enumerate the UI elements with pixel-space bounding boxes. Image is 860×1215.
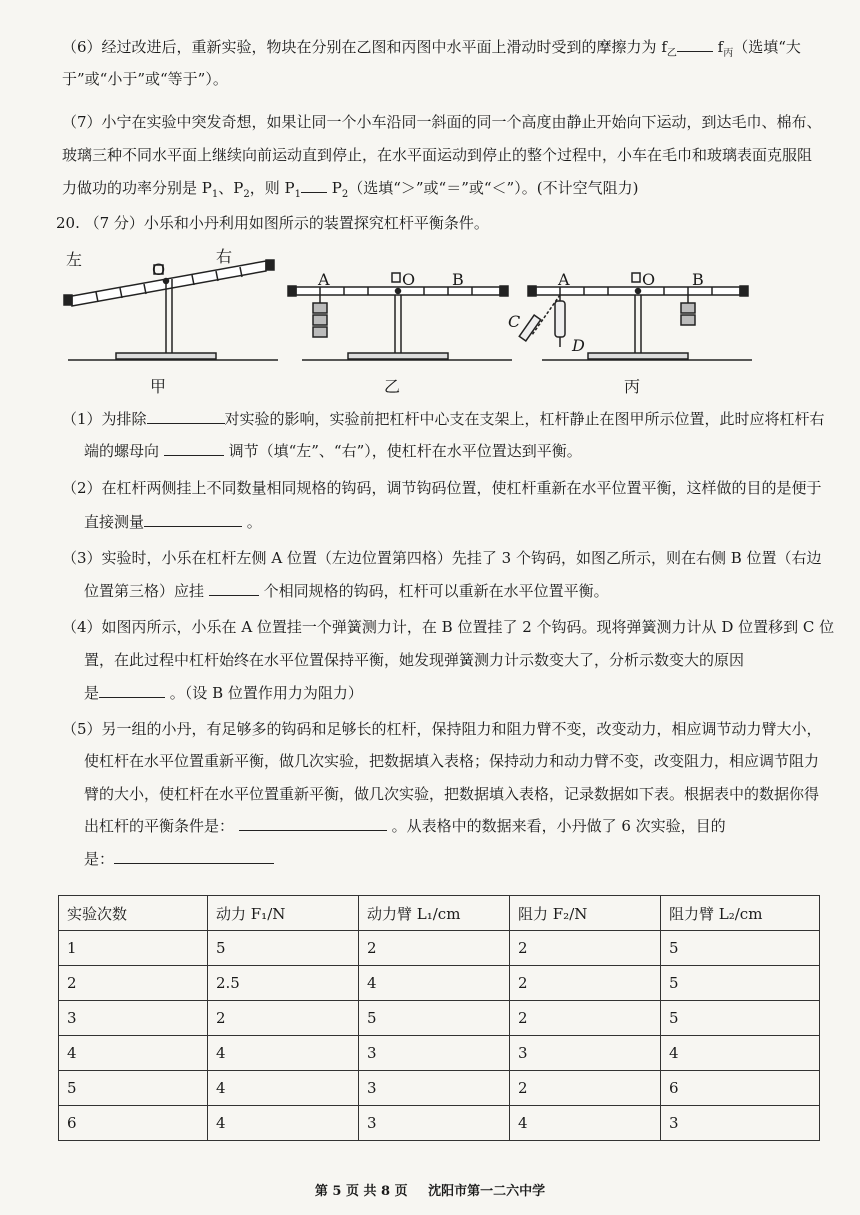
cell: 6 [661,1071,820,1106]
q7-text-3c: ，则 P [249,179,295,197]
p5-line-3 [84,783,822,805]
q7-text-2: 玻璃三种不同水平面上继续向前运动直到停止，在水平面运动到停止的整个过程中，小车在毛巾和玻璃表面克服阻 [62,146,813,164]
nut-left [64,295,72,305]
q20-title [56,212,822,234]
p2-line-2 [84,511,822,533]
p4-blank[interactable] [99,683,165,698]
hook-weight-1 [313,303,327,313]
q7-line-2 [62,144,822,166]
p4-line-1 [62,616,835,638]
table-header-row [59,896,820,931]
p4-text-c: 是 [84,684,100,702]
p4-text-d: 。（设 B 位置作用力为阻力） [169,684,363,702]
p4-text-a: （4）如图丙所示，小乐在 A 位置挂一个弹簧测力计，在 B 位置挂了 2 个钩码。现将弹簧测力计从 D 位置移到 C 位 [62,618,835,636]
cell: 2 [510,1001,661,1036]
cell: 5 [661,1001,820,1036]
q7-text-3a: 力做功的功率分别是 P [62,179,212,197]
cell: 2 [208,1001,359,1036]
p5-text-e: 。从表格中的数据来看，小丹做了 6 次实验，目的 [391,817,726,835]
school-name: 沈阳市第一二六中学 [428,1184,546,1199]
q7-text-3e: （选填“＞”或“＝”或“＜”）。(不计空气阻力) [348,179,639,197]
p2-blank[interactable] [144,512,242,527]
q6-blank[interactable] [677,37,713,52]
q7-blank[interactable] [301,178,327,193]
p5-text-b: 使杠杆在水平位置重新平衡，做几次实验，把数据填入表格；保持动力和动力臂不变，改变阻力，相应调节阻力 [84,752,820,770]
cell: 3 [359,1071,510,1106]
cell: 2 [510,931,661,966]
header-trial: 实验次数 [59,896,208,931]
p2-text-a: （2）在杠杆两侧挂上不同数量相同规格的钩码，调节钩码位置，使杠杆重新在水平位置平衡，这样做的目的是便于 [62,479,822,497]
caption-jia: 甲 [150,377,167,396]
cell: 3 [510,1036,661,1071]
cell: 5 [208,931,359,966]
q6-text-b: （选填“大 [733,38,801,56]
cell: 1 [59,931,208,966]
q7-text-3d: P [326,179,342,197]
label-b-bing: B [692,270,704,289]
p5-text-a: （5）另一组的小丹，有足够多的钩码和足够长的杠杆，保持阻力和阻力臂不变，改变动力，相应调节动力臂大小， [62,720,822,738]
p2-text-c: 。 [246,513,262,531]
q7-line-1 [62,111,822,133]
cell: 2 [510,1071,661,1106]
tilted-lever [72,261,266,306]
cell: 2 [510,966,661,1001]
label-o-bing: O [642,270,656,289]
q6-sub-bing: 丙 [723,48,734,59]
p3-line-1 [62,547,822,569]
label-right: 右 [216,247,233,266]
p5-line-4 [84,815,822,837]
q6-text: （6）经过改进后，重新实验，物块在分别在乙图和丙图中水平面上滑动时受到的摩擦力为 f [62,38,667,56]
figure-bing [519,273,752,360]
q6-text-2: 于”或“小于”或“等于”）。 [62,70,228,88]
p2-line-1 [62,477,822,499]
p5-blank-1[interactable] [239,816,387,831]
q7-text-1: （7）小宁在实验中突发奇想，如果让同一个小车沿同一斜面的同一个高度由静止开始向下运动，到达毛巾、棉布、 [62,113,822,131]
cell: 4 [208,1106,359,1141]
cell: 4 [359,966,510,1001]
cell: 5 [661,931,820,966]
nut-right [266,260,274,270]
p3-text-c: 个相同规格的钩码，杠杆可以重新在水平位置平衡。 [263,582,609,600]
header-f1: 动力 F₁/N [208,896,359,931]
p1-blank-2[interactable] [164,441,224,456]
p5-text-c: 臂的大小，使杠杆在水平位置重新平衡，做几次实验，把数据填入表格，记录数据如下表。根据表中的数据你得 [84,785,820,803]
p1-text-b: 对实验的影响，实验前把杠杆中心支在支架上，杠杆静止在图甲所示位置，此时应将杠杆右 [224,410,825,428]
header-l2: 阻力臂 L₂/cm [661,896,820,931]
hook-weight-2 [313,315,327,325]
cell: 5 [359,1001,510,1036]
header-l1: 动力臂 L₁/cm [359,896,510,931]
p1-blank-1[interactable] [147,409,225,424]
p1-text-d: 调节（填“左”、“右”），使杠杆在水平位置达到平衡。 [228,442,582,460]
cell: 4 [510,1106,661,1141]
label-o-jia: O [152,260,166,279]
p1-line-1 [62,408,825,430]
p5-blank-2[interactable] [114,849,274,864]
figure-jia [64,260,278,360]
table-row [59,1036,820,1071]
p2-text-b: 直接测量 [84,513,145,531]
label-b-yi: B [452,270,464,289]
p3-blank[interactable] [209,581,259,596]
label-c: C [508,312,521,331]
q6-sub-yi: 乙 [666,48,677,59]
q6-line-2 [62,68,822,90]
p3-text-a: （3）实验时，小乐在杠杆左侧 A 位置（左边位置第四格）先挂了 3 个钩码，如图乙所示，则在右侧 B 位置（右边 [62,549,822,567]
header-f2: 阻力 F₂/N [510,896,661,931]
p4-line-2 [84,649,822,671]
p5-text-f: 是： [84,850,115,868]
cell: 3 [59,1001,208,1036]
label-a-yi: A [318,270,330,289]
cell: 5 [59,1071,208,1106]
base-jia [116,353,216,359]
q6-line-1: （6）经过改进后，重新实验，物块在分别在乙图和丙图中水平面上滑动时受到的摩擦力为 $f_乙$ $f_丙$（选填“大 [62,38,801,59]
p1-line-2 [84,440,822,462]
cell: 2.5 [208,966,359,1001]
cell: 3 [359,1106,510,1141]
cell: 3 [359,1036,510,1071]
p4-line-3 [84,682,822,704]
cell: 4 [208,1071,359,1106]
page-footer [0,1180,860,1199]
p5-line-1 [62,718,822,740]
table-row [59,966,820,1001]
p1-text-c: 端的螺母向 [84,442,160,460]
p5-text-d: 出杠杆的平衡条件是： [84,817,235,835]
caption-bing: 丙 [624,377,641,396]
cell: 2 [359,931,510,966]
cell: 4 [59,1036,208,1071]
data-table [58,895,820,1141]
cell: 3 [661,1106,820,1141]
cell: 2 [59,966,208,1001]
cell: 5 [661,966,820,1001]
page-number: 第 5 页 共 8 页 [314,1184,408,1199]
p1-text-a: （1）为排除 [62,410,147,428]
table-row [59,1001,820,1036]
p3-line-2 [84,580,822,602]
hook-weight-3 [313,327,327,337]
p5-line-2 [84,750,822,772]
label-o-yi: O [402,270,416,289]
p3-text-b: 位置第三格）应挂 [84,582,205,600]
table-row [59,1106,820,1141]
q20-title-text: 20. （7 分）小乐和小丹利用如图所示的装置探究杠杆平衡条件。 [56,214,489,232]
p4-text-b: 置，在此过程中杠杆始终在水平位置保持平衡，她发现弹簧测力计示数变大了，分析示数变大的原因 [84,651,745,669]
label-left: 左 [66,250,83,269]
table-row [59,1071,820,1106]
table-row [59,931,820,966]
q7-line-3: 力做功的功率分别是 $P_1$、$P_2$，则 $P_1$ $P_2$（选填“＞”或“＝”或“＜”）。(不计空气阻力) [62,179,639,200]
cell: 4 [208,1036,359,1071]
caption-yi: 乙 [384,377,401,396]
spring-scale-c [519,315,540,341]
label-a-bing: A [558,270,570,289]
q7-text-3b: 、P [218,179,244,197]
spring-scale-d [555,301,565,337]
p5-line-5 [84,848,822,870]
label-d: D [572,336,585,355]
cell: 4 [661,1036,820,1071]
cell: 6 [59,1106,208,1141]
